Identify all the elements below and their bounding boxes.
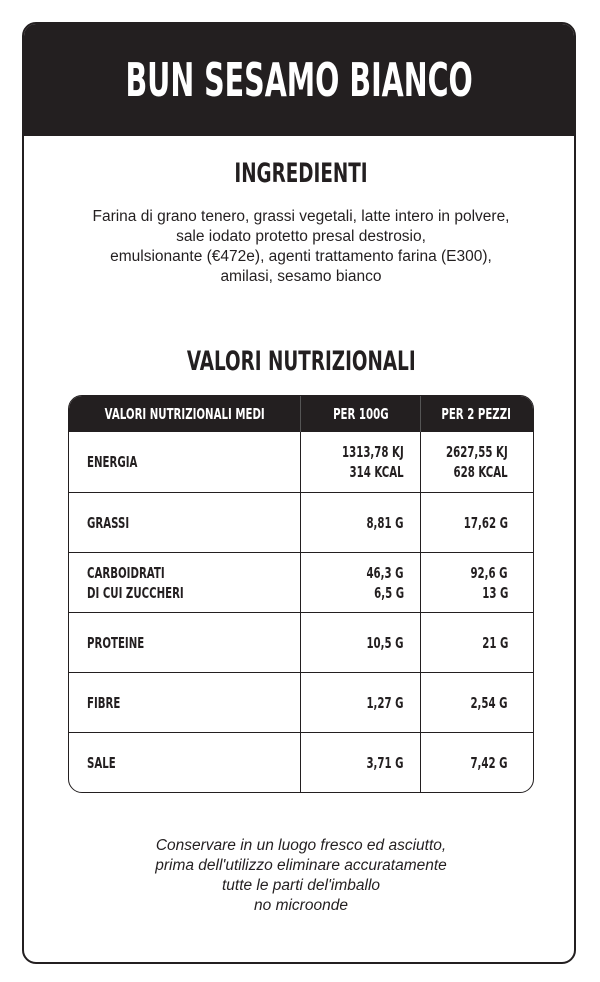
- storage-note-line: tutte le parti del'imballo: [221, 877, 381, 894]
- storage-note-line: prima dell'utilizzo eliminare accuratamente: [155, 857, 447, 874]
- value-per-100g: 46,3 G 6,5 G: [301, 553, 421, 612]
- value-per-100g: 10,5 G: [301, 613, 421, 672]
- table-row-carboidrati: [69, 552, 533, 612]
- ingredients-line: amilasi, sesamo bianco: [220, 268, 382, 285]
- table-row-grassi: [69, 492, 533, 552]
- value-per-2-pieces: 7,42 G: [470, 753, 508, 772]
- value-per-2-pieces: 2,54 G: [470, 693, 508, 712]
- header-per-2-pieces: PER 2 PEZZI: [441, 405, 512, 423]
- nutrient-label: SALE: [69, 733, 301, 792]
- table-row-energia: [69, 432, 533, 492]
- nutrition-table: [68, 395, 534, 793]
- product-label-card: [22, 22, 576, 964]
- ingredients-line: emulsionante (€472e), agenti trattamento farina (E300),: [110, 248, 492, 265]
- storage-note-line: Conservare in un luogo fresco ed asciutto,: [155, 837, 447, 854]
- nutrition-heading: VALORI NUTRIZIONALI: [186, 346, 416, 377]
- nutrient-label: PROTEINE: [69, 613, 301, 672]
- storage-note: [24, 836, 576, 916]
- value-per-100g: 1,27 G: [301, 673, 421, 732]
- ingredients-line: sale iodato protetto presal destrosio,: [176, 228, 426, 245]
- header-nutrient: VALORI NUTRIZIONALI MEDI: [69, 396, 301, 432]
- nutrient-label: FIBRE: [69, 673, 301, 732]
- storage-note-line: no microonde: [254, 897, 348, 914]
- value-per-2-pieces: 21 G: [481, 633, 508, 652]
- table-row-fibre: [69, 672, 533, 732]
- nutrient-label: CARBOIDRATI DI CUI ZUCCHERI: [69, 553, 301, 612]
- value-per-2-pieces: 92,6 G 13 G: [470, 563, 508, 602]
- table-row-sale: [69, 732, 533, 792]
- ingredients-list: [24, 207, 576, 287]
- nutrient-label: GRASSI: [69, 493, 301, 552]
- nutrient-label: ENERGIA: [69, 432, 301, 492]
- header-per-100g: PER 100G: [301, 396, 421, 432]
- title-banner: [24, 24, 574, 136]
- ingredients-heading: INGREDIENTI: [234, 158, 368, 189]
- ingredients-line: Farina di grano tenero, grassi vegetali, latte intero in polvere,: [92, 208, 510, 225]
- value-per-100g: 1313,78 KJ 314 KCAL: [301, 432, 421, 492]
- table-header: [69, 396, 533, 432]
- value-per-100g: 3,71 G: [301, 733, 421, 792]
- value-per-100g: 8,81 G: [301, 493, 421, 552]
- value-per-2-pieces: 2627,55 KJ 628 KCAL: [446, 443, 508, 481]
- value-per-2-pieces: 17,62 G: [463, 513, 508, 532]
- product-title: BUN SESAMO BIANCO: [125, 53, 473, 107]
- table-row-proteine: [69, 612, 533, 672]
